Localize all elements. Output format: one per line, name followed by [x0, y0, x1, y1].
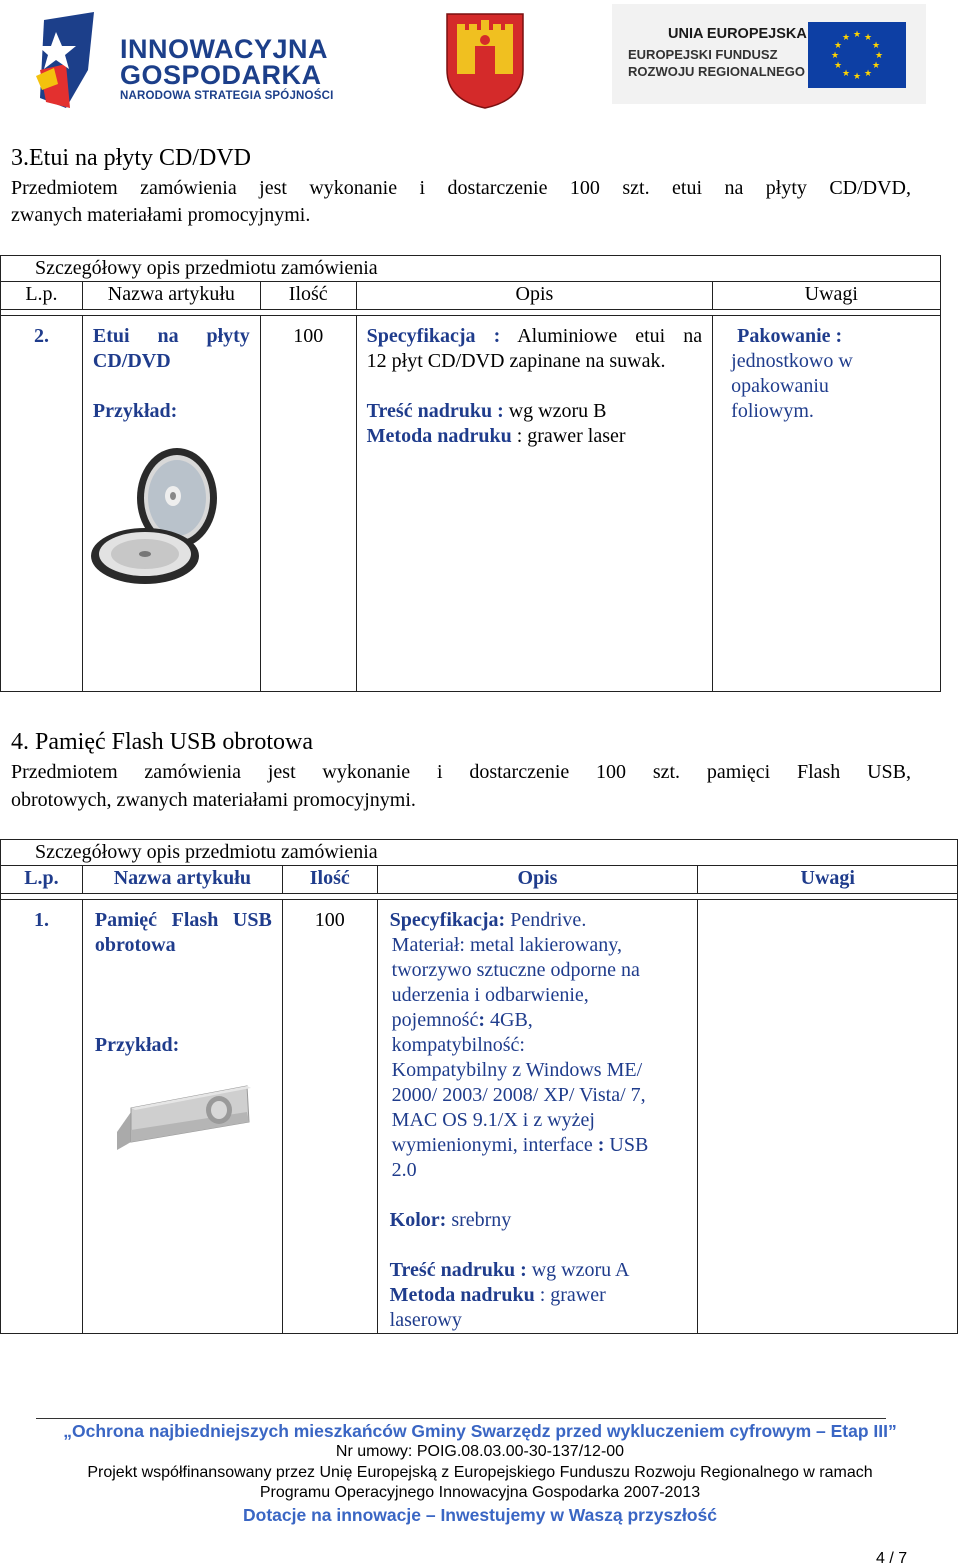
section3-intro-line2: zwanych materiałami promocyjnymi.	[11, 204, 311, 226]
packing-label: Pakowanie :	[737, 325, 843, 347]
svg-text:★: ★	[830, 51, 840, 61]
header-name: Nazwa artykułu	[82, 282, 260, 310]
row-description: Specyfikacja: Pendrive. Materiał: metal lakierowany, tworzywo sztuczne odporne na uderzenia i odbarwienie, pojemność: 4GB, kompatybilność: Kompatybilny z Windows ME/ 2000/ 2003/ 2008/ XP/ Vista/ 7, MAC OS 9.1/X i z wyżej wymienionymi, interface : USB 2.0 Kolor: srebrny Treść nadruku : wg wzoru A Metoda nadruku : grawer laserowy	[377, 900, 698, 1334]
header-description: Opis	[356, 282, 712, 310]
table-header-row	[1, 282, 941, 310]
table-caption: Szczegółowy opis przedmiotu zamówienia	[1, 256, 941, 282]
row-qty: 100	[282, 900, 377, 1334]
header-qty: Ilość	[260, 282, 356, 310]
spec-label: Specyfikacja :	[366, 325, 501, 347]
svg-text:★: ★	[833, 61, 843, 71]
table-header-row	[1, 866, 958, 894]
header-name: Nazwa artykułu	[82, 866, 282, 894]
section3-spec-table	[0, 255, 941, 692]
print-label: Treść nadruku :	[389, 1259, 527, 1281]
header-qty: Ilość	[282, 866, 377, 894]
footer-project-title: „Ochrona najbiedniejszych mieszkańców Gminy Swarzędz przed wykluczeniem cyfrowym – Etap III”	[63, 1421, 897, 1441]
table-row	[1, 900, 958, 1334]
row-name: Etui na płyty CD/DVD Przykład:	[82, 316, 260, 692]
section4-intro-line1: Przedmiotem zamówienia jest wykonanie i dostarczenie 100 szt. pamięci Flash USB,	[11, 761, 911, 783]
method-label: Metoda nadruku	[389, 1284, 535, 1306]
footer-cofinancing-line2: Programu Operacyjnego Innowacyjna Gospodarka 2007-2013	[259, 1484, 701, 1501]
row-description: Specyfikacja : Aluminiowe etui na 12 płyt CD/DVD zapinane na suwak. Treść nadruku : wg wzoru B Metoda nadruku : grawer laser	[356, 316, 712, 692]
row-notes	[698, 900, 958, 1334]
svg-text:★: ★	[841, 33, 851, 43]
innowacyjna-gospodarka-logo	[36, 10, 346, 110]
svg-text:★: ★	[874, 51, 884, 61]
spec-label: Specyfikacja:	[389, 909, 506, 931]
eu-logo-line1: UNIA EUROPEJSKA	[668, 26, 807, 42]
header-notes: Uwagi	[698, 866, 958, 894]
eu-flag-icon	[808, 22, 906, 88]
ig-logo-line3: NARODOWA STRATEGIA SPÓJNOŚCI	[120, 90, 334, 102]
footer-divider	[36, 1418, 886, 1419]
ig-logo-line1: INNOWACYJNA	[120, 34, 329, 64]
ig-star-emblem-icon	[36, 10, 96, 110]
section4-spec-table	[0, 839, 958, 1334]
svg-text:★: ★	[863, 69, 873, 79]
print-label: Treść nadruku :	[366, 400, 504, 422]
svg-text:★: ★	[841, 69, 851, 79]
cd-case-product-image	[89, 446, 229, 586]
page-number: 4 / 7	[876, 1550, 908, 1567]
section3-intro-line1: Przedmiotem zamówienia jest wykonanie i dostarczenie 100 szt. etui na płyty CD/DVD,	[11, 177, 911, 199]
section3-heading: 3.Etui na płyty CD/DVD	[11, 145, 251, 171]
section4-heading: 4. Pamięć Flash USB obrotowa	[11, 729, 313, 755]
svg-text:★: ★	[871, 61, 881, 71]
color-label: Kolor:	[389, 1209, 447, 1231]
svg-text:★: ★	[852, 30, 862, 40]
footer-slogan: Dotacje na innowacje – Inwestujemy w Waszą przyszłość	[243, 1505, 717, 1525]
table-row	[1, 316, 941, 692]
row-notes: Pakowanie : jednostkowo w opakowaniu foliowym.	[713, 316, 941, 692]
table-caption: Szczegółowy opis przedmiotu zamówienia	[1, 840, 958, 866]
row-lp: 2.	[1, 316, 83, 692]
example-label: Przykład:	[92, 400, 178, 422]
svg-text:★: ★	[863, 33, 873, 43]
header-lp: L.p.	[1, 866, 83, 894]
header-notes: Uwagi	[713, 282, 941, 310]
footer-cofinancing-line1: Projekt współfinansowany przez Unię Europejską z Europejskiego Funduszu Rozwoju Regionalnego w ramach	[87, 1464, 873, 1481]
svg-text:★: ★	[833, 41, 843, 51]
header-description: Opis	[377, 866, 698, 894]
method-label: Metoda nadruku	[366, 425, 512, 447]
row-name: Pamięć Flash USB obrotowa Przykład:	[82, 900, 282, 1334]
example-label: Przykład:	[94, 1034, 180, 1056]
eu-logo-line2: EUROPEJSKI FUNDUSZ	[628, 47, 778, 62]
svg-text:★: ★	[852, 72, 862, 82]
ig-logo-line2: GOSPODARKA	[120, 60, 322, 90]
header-lp: L.p.	[1, 282, 83, 310]
usb-flash-product-image	[109, 1080, 259, 1160]
footer-contract-number: Nr umowy: POIG.08.03.00-30-137/12-00	[335, 1443, 625, 1460]
eu-fund-logo	[612, 4, 926, 104]
eu-logo-line3: ROZWOJU REGIONALNEGO	[628, 64, 805, 79]
row-lp: 1.	[1, 900, 83, 1334]
row-qty: 100	[260, 316, 356, 692]
swarzedz-coat-of-arms-icon	[445, 12, 525, 110]
svg-text:★: ★	[871, 41, 881, 51]
section4-intro-line2: obrotowych, zwanych materiałami promocyjnymi.	[11, 789, 416, 811]
